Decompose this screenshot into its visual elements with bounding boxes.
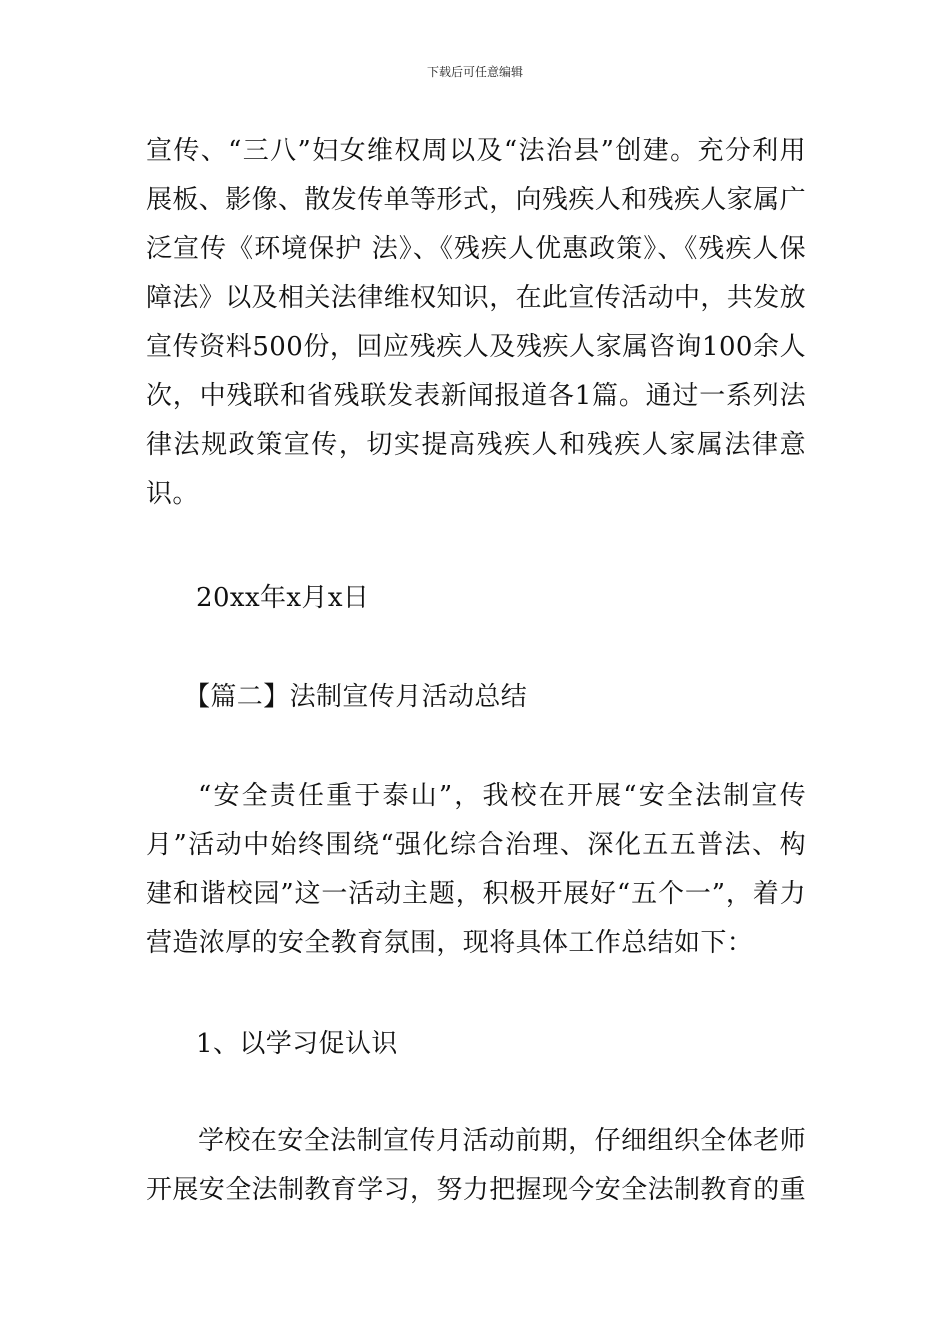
paragraph-publicity-summary: 宣传、“三八”妇女维权周以及“法治县”创建。充分利用展板、影像、散发传单等形式，向残疾人和残疾人家属广泛宣传《环境保护 法》、《残疾人优惠政策》、《残疾人保障法》以及相关法律维权知识，在此宣传活动中，共发放宣传资料500份，回应残疾人及残疾人家属咨询100余人次，中残联和省残联发表新闻报道各1篇。通过一系列法律法规政策宣传，切实提高残疾人和残疾人家属法律意识。 bbox=[146, 136, 807, 509]
paragraph-activity-intro: “安全责任重于泰山”，我校在开展“安全法制宣传月”活动中始终围绕“强化综合治理、深化五五普法、构建和谐校园”这一活动主题，积极开展好“五个一”，着力营造浓厚的安全教育氛围，现将具体工作总结如下： bbox=[146, 781, 806, 958]
item-heading-1: 1、以学习促认识 bbox=[196, 1029, 398, 1059]
paragraph-study-detail: 学校在安全法制宣传月活动前期，仔细组织全体老师开展安全法制教育学习，努力把握现今安全法制教育的重 bbox=[146, 1126, 807, 1205]
section-heading: 【篇二】法制宣传月活动总结 bbox=[184, 682, 528, 712]
document-date: 20xx年x月x日 bbox=[196, 583, 370, 613]
page-header: 下载后可任意编辑 bbox=[426, 65, 523, 79]
